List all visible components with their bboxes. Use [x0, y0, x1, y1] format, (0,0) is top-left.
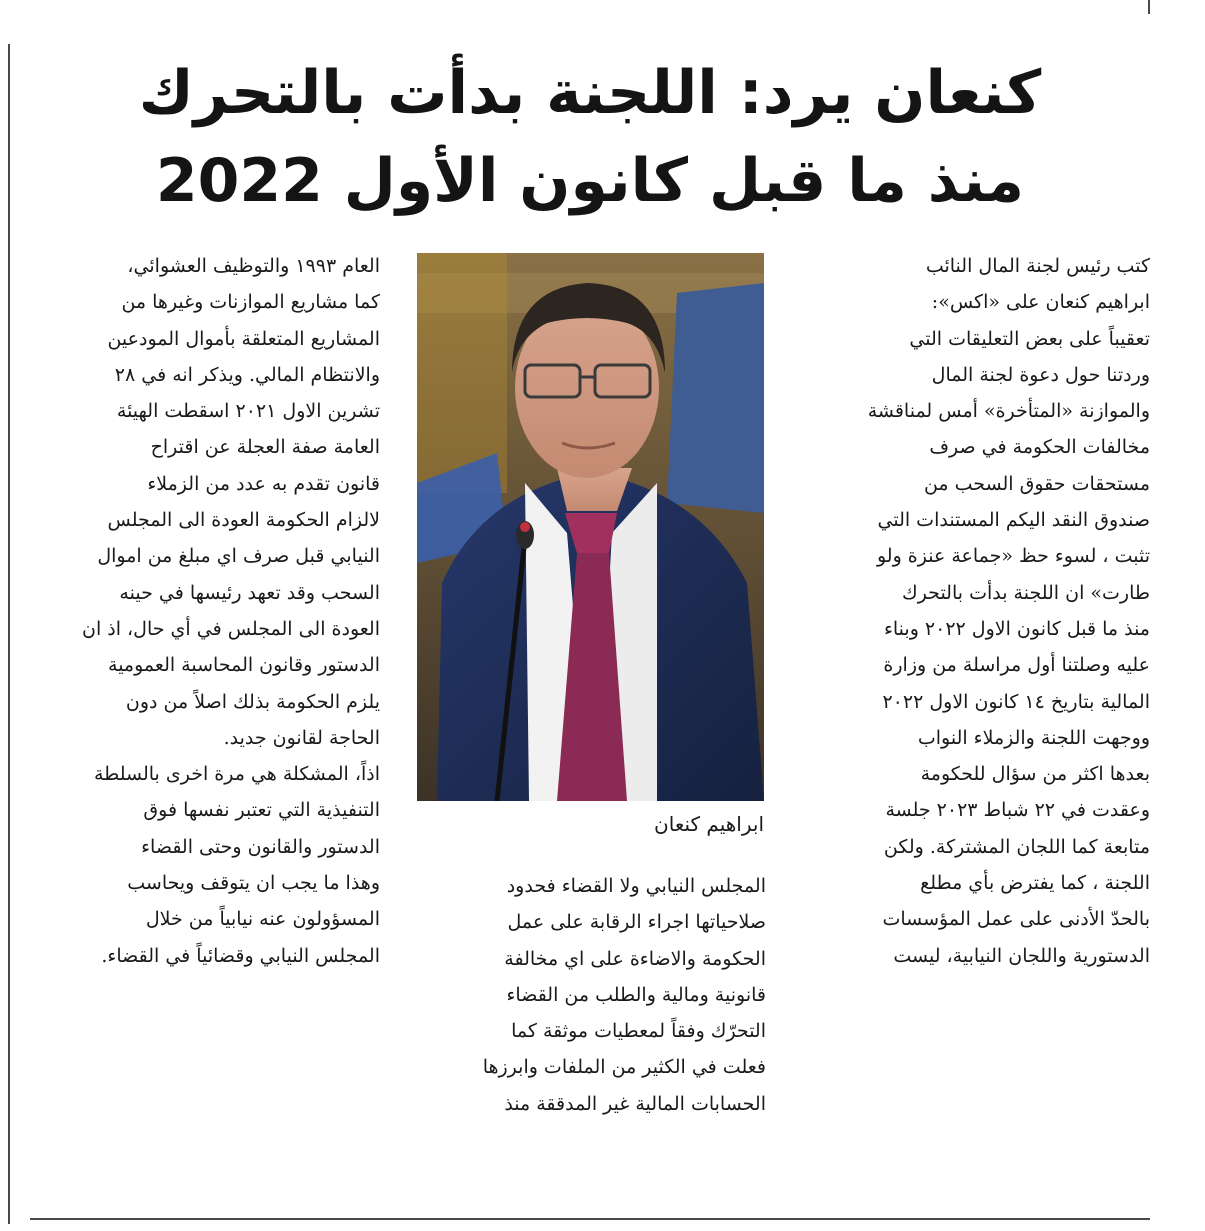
- headline-line-2: منذ ما قبل كانون الأول 2022: [155, 146, 1025, 216]
- body-line: اذاً، المشكلة هي مرة اخرى بالسلطة: [93, 763, 380, 786]
- body-line: المشاريع المتعلقة بأموال المودعين: [107, 327, 380, 350]
- body-line: بالحدّ الأدنى على عمل المؤسسات: [882, 908, 1150, 931]
- bottom-rule: [30, 1218, 1150, 1220]
- body-line: والموازنة «المتأخرة» أمس لمناقشة: [867, 400, 1150, 423]
- article-column-left: [22, 248, 380, 974]
- body-line: مخالفات الحكومة في صرف: [929, 436, 1150, 459]
- body-line: تعقيباً على بعض التعليقات التي: [909, 327, 1150, 350]
- body-line: ووجهت اللجنة والزملاء النواب: [917, 726, 1150, 749]
- body-line: الدستور وقانون المحاسبة العمومية: [108, 654, 380, 677]
- body-line: يلزم الحكومة بذلك اصلاً من دون: [125, 690, 380, 713]
- body-line: وهذا ما يجب ان يتوقف ويحاسب: [127, 872, 380, 895]
- body-line: صلاحياتها اجراء الرقابة على عمل: [507, 911, 766, 934]
- body-line: النيابي قبل صرف اي مبلغ من اموال: [97, 545, 380, 568]
- body-line: طارت» ان اللجنة بدأت بالتحرك: [902, 581, 1150, 604]
- body-line: عليه وصلتنا أول مراسلة من وزارة: [883, 654, 1150, 677]
- body-line: العودة الى المجلس في أي حال، اذ ان: [82, 617, 380, 640]
- body-line: وعقدت في ٢٢ شباط ٢٠٢٣ جلسة: [885, 799, 1150, 822]
- column-rule-tick: [1148, 0, 1150, 14]
- body-line: متابعة كما اللجان المشتركة. ولكن: [883, 835, 1150, 858]
- body-line: المجلس النيابي وقضائياً في القضاء.: [101, 944, 380, 967]
- body-line: الدستور والقانون وحتى القضاء: [141, 835, 380, 858]
- body-line: تثبت ، لسوء حظ «جماعة عنزة ولو: [876, 545, 1150, 568]
- body-line: العامة صفة العجلة عن اقتراح: [150, 436, 380, 459]
- portrait-photo: [417, 253, 764, 801]
- body-line: كما مشاريع الموازنات وغيرها من: [121, 291, 380, 314]
- body-line: العام ١٩٩٣ والتوظيف العشوائي،: [127, 255, 380, 277]
- body-line: تشرين الاول ٢٠٢١ اسقطت الهيئة: [116, 400, 380, 423]
- body-line: المسؤولون عنه نيابياً من خلال: [145, 908, 380, 931]
- body-line: وردتنا حول دعوة لجنة المال: [931, 363, 1150, 386]
- body-line: لالزام الحكومة العودة الى المجلس: [107, 509, 380, 532]
- body-line: الحاجة لقانون جديد.: [223, 726, 380, 749]
- body-line: التحرّك وفقاً لمعطيات موثقة كما: [511, 1020, 766, 1043]
- article-column-right: [800, 248, 1150, 974]
- body-line: الحسابات المالية غير المدققة منذ: [504, 1092, 766, 1115]
- body-line: فعلت في الكثير من الملفات وابرزها: [482, 1056, 766, 1079]
- body-line: صندوق النقد اليكم المستندات التي: [877, 509, 1150, 532]
- body-line: قانون تقدم به عدد من الزملاء: [147, 472, 380, 495]
- headline-line-1: كنعان يرد: اللجنة بدأت بالتحرك: [138, 58, 1042, 128]
- body-line: كتب رئيس لجنة المال النائب: [925, 255, 1150, 277]
- body-line: المالية بتاريخ ١٤ كانون الاول ٢٠٢٢: [882, 690, 1150, 713]
- body-line: والانتظام المالي. ويذكر انه في ٢٨: [114, 363, 380, 386]
- column-rule-left: [8, 44, 10, 1224]
- body-line: بعدها اكثر من سؤال للحكومة: [920, 763, 1150, 786]
- body-line: الدستورية واللجان النيابية، ليست: [893, 944, 1150, 967]
- body-line: قانونية ومالية والطلب من القضاء: [506, 983, 766, 1006]
- body-line: ابراهيم كنعان على «اكس»:: [931, 291, 1150, 314]
- body-line: المجلس النيابي ولا القضاء فحدود: [506, 875, 766, 897]
- body-line: التنفيذية التي تعتبر نفسها فوق: [143, 799, 380, 822]
- photo-caption: ابراهيم كنعان: [654, 812, 764, 836]
- body-line: مستحقات حقوق السحب من: [923, 472, 1150, 495]
- body-line: اللجنة ، كما يفترض بأي مطلع: [920, 872, 1150, 895]
- body-line: السحب وقد تعهد رئيسها في حينه: [119, 581, 380, 604]
- body-line: الحكومة والاضاءة على اي مخالفة: [504, 947, 766, 970]
- article-column-middle: [414, 868, 766, 1122]
- body-line: منذ ما قبل كانون الاول ٢٠٢٢ وبناء: [883, 617, 1150, 640]
